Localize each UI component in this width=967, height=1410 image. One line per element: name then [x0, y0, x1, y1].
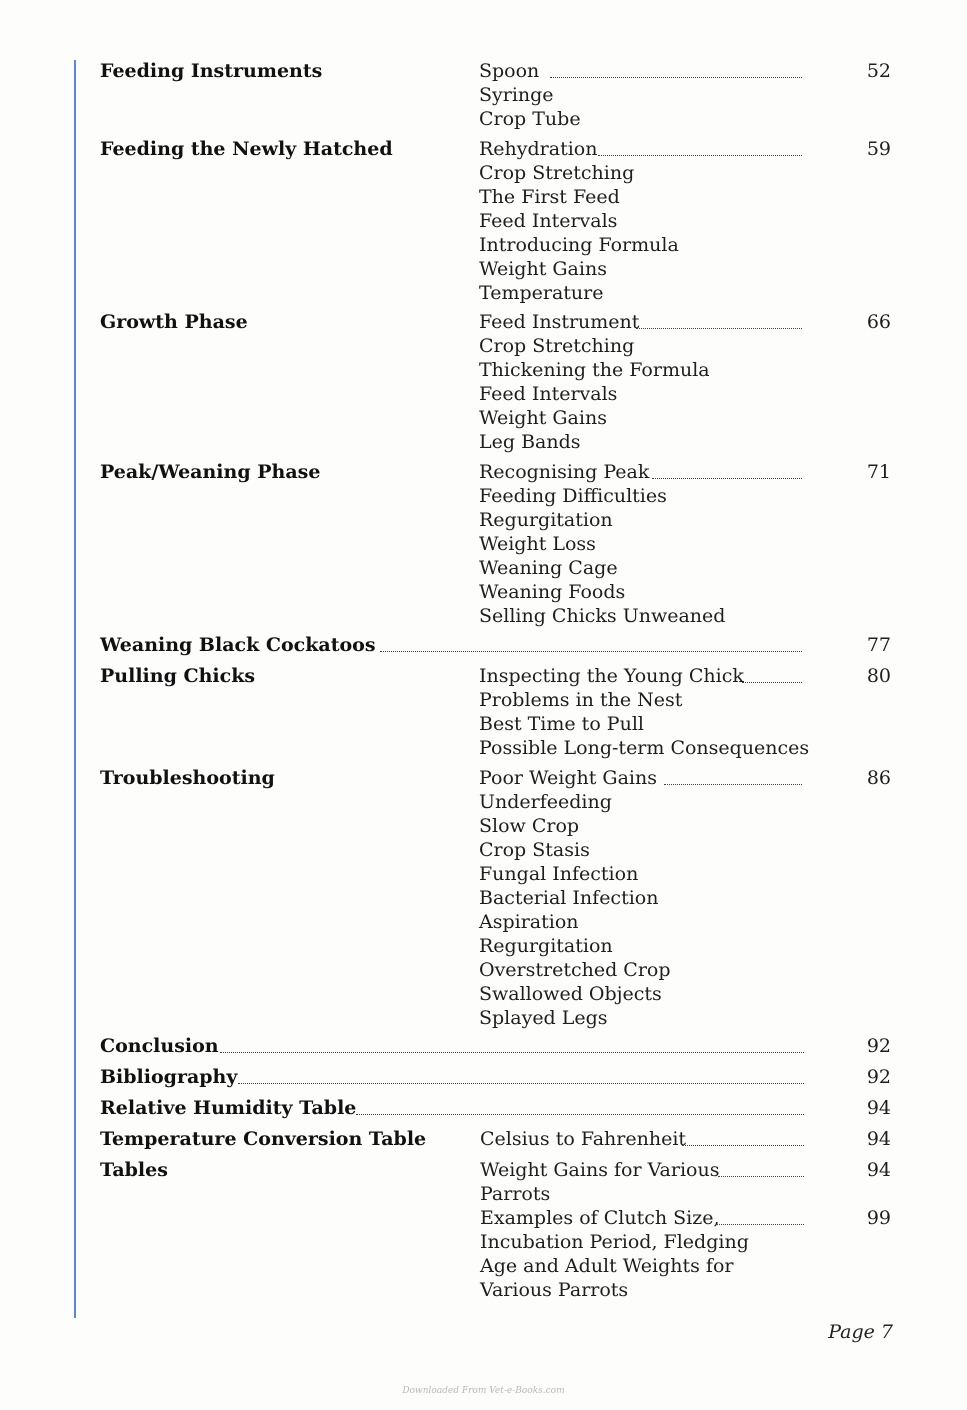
toc-item[interactable]: Spoon	[479, 60, 540, 82]
section-title[interactable]: Feeding Instruments	[100, 60, 323, 82]
page-number[interactable]: 52	[866, 60, 891, 82]
toc-item[interactable]: Temperature	[479, 282, 604, 304]
toc-item[interactable]: Poor Weight Gains	[479, 767, 657, 789]
page-number[interactable]: 92	[866, 1066, 891, 1088]
section-title[interactable]: Growth Phase	[100, 311, 248, 333]
toc-item[interactable]: Possible Long-term Consequences	[479, 737, 810, 759]
section-title[interactable]: Relative Humidity Table	[100, 1097, 357, 1119]
toc-item[interactable]: Introducing Formula	[479, 234, 679, 256]
section-title[interactable]: Peak/Weaning Phase	[100, 461, 321, 483]
toc-item[interactable]: Regurgitation	[479, 935, 613, 957]
toc-item[interactable]: Fungal Infection	[479, 863, 639, 885]
leader-dots	[598, 155, 802, 156]
section-title[interactable]: Feeding the Newly Hatched	[100, 138, 393, 160]
toc-item[interactable]: Inspecting the Young Chick	[479, 665, 744, 687]
section-title[interactable]: Bibliography	[100, 1066, 238, 1088]
toc-item[interactable]: Slow Crop	[479, 815, 580, 837]
section-title[interactable]: Temperature Conversion Table	[100, 1128, 427, 1150]
page-number[interactable]: 71	[866, 461, 891, 483]
toc-item[interactable]: Bacterial Infection	[479, 887, 659, 909]
download-watermark: Downloaded From Vet-e-Books.com	[402, 1386, 565, 1396]
leader-dots	[652, 478, 802, 479]
page-margin-line	[74, 60, 76, 1318]
leader-dots	[716, 1224, 804, 1225]
leader-dots	[682, 1145, 804, 1146]
leader-dots	[380, 651, 802, 652]
toc-item[interactable]: Feed Intervals	[479, 383, 618, 405]
leader-dots	[550, 77, 802, 78]
toc-item[interactable]: Incubation Period, Fledging	[480, 1231, 749, 1253]
page-number[interactable]: 66	[866, 311, 891, 333]
toc-item[interactable]: Syringe	[479, 84, 554, 106]
toc-item[interactable]: Thickening the Formula	[479, 359, 710, 381]
toc-item[interactable]: Weaning Cage	[479, 557, 618, 579]
page-number[interactable]: 59	[866, 138, 891, 160]
section-title[interactable]: Tables	[100, 1159, 168, 1181]
page-number[interactable]: 77	[866, 634, 891, 656]
toc-item[interactable]: Weight Gains for Various	[480, 1159, 720, 1181]
leader-dots	[238, 1083, 804, 1084]
page-number[interactable]: 86	[866, 767, 891, 789]
toc-item[interactable]: Weight Loss	[479, 533, 596, 555]
page-number-footer: Page 7	[828, 1321, 893, 1343]
toc-item[interactable]: Underfeeding	[479, 791, 612, 813]
toc-item[interactable]: Parrots	[480, 1183, 551, 1205]
leader-dots	[718, 1176, 804, 1177]
toc-item[interactable]: Rehydration	[479, 138, 598, 160]
toc-item[interactable]: Selling Chicks Unweaned	[479, 605, 726, 627]
toc-item[interactable]: Crop Stretching	[479, 335, 635, 357]
leader-dots	[742, 682, 802, 683]
toc-item[interactable]: Problems in the Nest	[479, 689, 683, 711]
toc-item[interactable]: Weight Gains	[479, 258, 607, 280]
page-number[interactable]: 99	[866, 1207, 891, 1229]
toc-item[interactable]: Crop Stasis	[479, 839, 590, 861]
toc-item[interactable]: Swallowed Objects	[479, 983, 662, 1005]
toc-item[interactable]: Age and Adult Weights for	[480, 1255, 734, 1277]
page-number[interactable]: 92	[866, 1035, 891, 1057]
toc-item[interactable]: Recognising Peak	[479, 461, 650, 483]
toc-item[interactable]: Splayed Legs	[479, 1007, 608, 1029]
toc-item[interactable]: Weight Gains	[479, 407, 607, 429]
section-title[interactable]: Troubleshooting	[100, 767, 275, 789]
section-title[interactable]: Conclusion	[100, 1035, 219, 1057]
toc-item[interactable]: The First Feed	[479, 186, 620, 208]
toc-item[interactable]: Feeding Difficulties	[479, 485, 667, 507]
toc-item[interactable]: Overstretched Crop	[479, 959, 671, 981]
section-title[interactable]: Weaning Black Cockatoos	[100, 634, 376, 656]
leader-dots	[356, 1114, 804, 1115]
leader-dots	[636, 328, 802, 329]
toc-item[interactable]: Crop Tube	[479, 108, 581, 130]
page-number[interactable]: 94	[866, 1097, 891, 1119]
toc-item[interactable]: Celsius to Fahrenheit	[480, 1128, 687, 1150]
toc-item[interactable]: Feed Instrument	[479, 311, 640, 333]
toc-item[interactable]: Various Parrots	[480, 1279, 629, 1301]
page-number[interactable]: 94	[866, 1128, 891, 1150]
toc-item[interactable]: Leg Bands	[479, 431, 581, 453]
toc-item[interactable]: Examples of Clutch Size,	[480, 1207, 720, 1229]
toc-item[interactable]: Best Time to Pull	[479, 713, 644, 735]
toc-item[interactable]: Aspiration	[479, 911, 579, 933]
leader-dots	[220, 1052, 804, 1053]
toc-item[interactable]: Feed Intervals	[479, 210, 618, 232]
page-number[interactable]: 80	[866, 665, 891, 687]
toc-item[interactable]: Crop Stretching	[479, 162, 635, 184]
leader-dots	[664, 784, 802, 785]
section-title[interactable]: Pulling Chicks	[100, 665, 256, 687]
page-number[interactable]: 94	[866, 1159, 891, 1181]
toc-item[interactable]: Weaning Foods	[479, 581, 626, 603]
toc-item[interactable]: Regurgitation	[479, 509, 613, 531]
